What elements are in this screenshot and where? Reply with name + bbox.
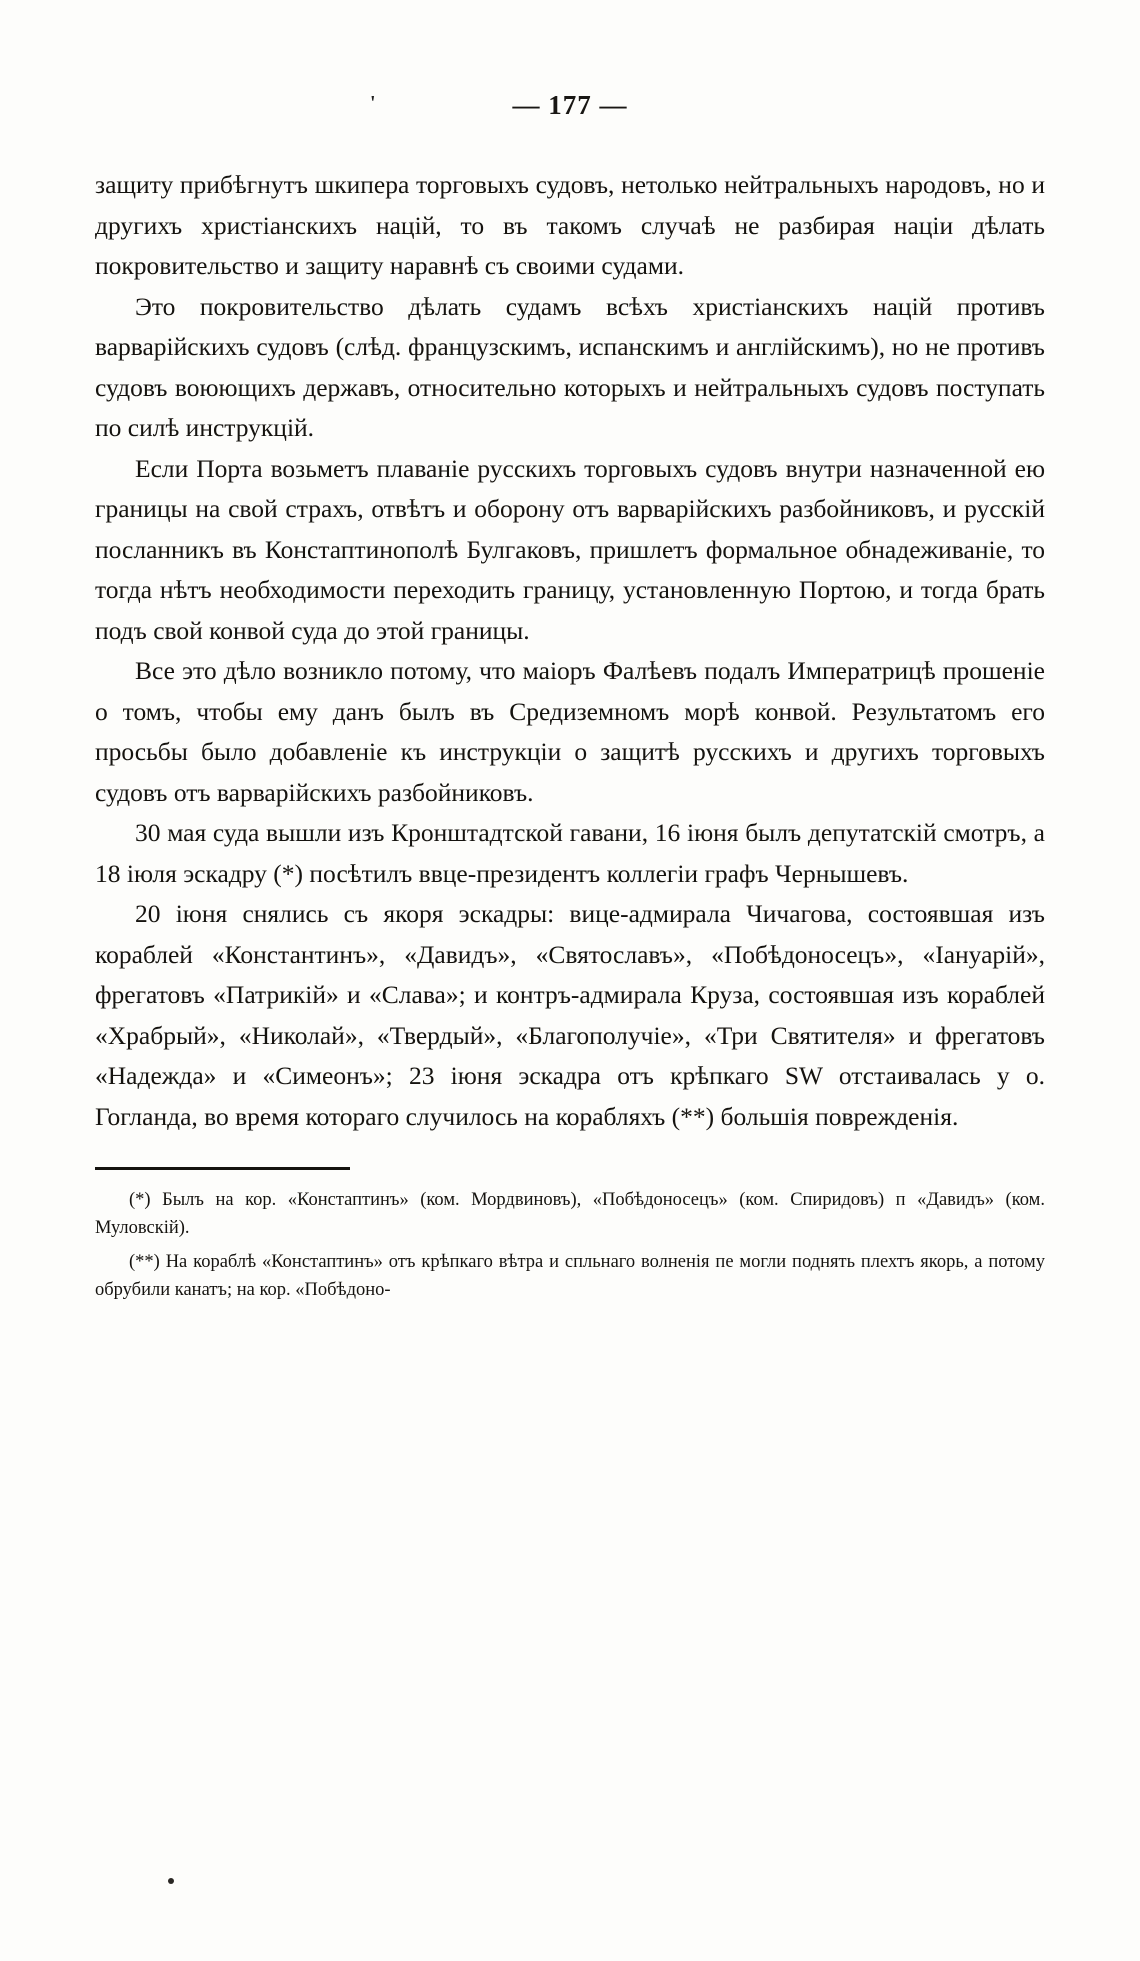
paragraph: Все это дѣло возникло потому, что маіоръ Фалѣевъ подалъ Императрицѣ прошеніе о томъ, чтобы ему данъ былъ въ Средиземномъ морѣ конвой. Результатомъ его просьбы было добавленіе къ инструкціи о защитѣ русскихъ и другихъ торговыхъ судовъ отъ варварійскихъ разбойниковъ.	[95, 656, 1045, 807]
page-number: — 177 —	[512, 90, 628, 120]
footnote: (**) На кораблѣ «Констаптинъ» отъ крѣпкаго вѣтра и спльнаго волненія пе могли поднять плехтъ якорь, а потому обрубили канатъ; на кор. «Побѣдоно-	[95, 1252, 1045, 1300]
body-text	[95, 165, 1045, 1137]
bottom-margin-dot	[168, 1878, 174, 1884]
paragraph: Если Порта возьметъ плаваніе русскихъ торговыхъ судовъ внутри назначенной ею границы на свой страхъ, отвѣтъ и оборону отъ варварійскихъ разбойниковъ, и русскій посланникъ въ Констаптинополѣ Булгаковъ, пришлетъ формальное обнадеживаніе, то тогда нѣтъ необходимости переходить границу, установленную Портою, и тогда брать подъ свой конвой суда до этой границы.	[95, 453, 1045, 645]
margin-mark: '	[370, 92, 377, 114]
paragraph: Это покровительство дѣлать судамъ всѣхъ христіанскихъ націй противъ варварійскихъ судовъ (слѣд. французскимъ, испанскимъ и англійскимъ), но не противъ судовъ воюющихъ державъ, относительно которыхъ и нейтральныхъ судовъ поступать по силѣ инструкцій.	[95, 291, 1045, 442]
page-content	[95, 70, 1045, 1310]
footnotes	[95, 1186, 1045, 1304]
paragraph: 30 мая суда вышли изъ Кронштадтской гавани, 16 іюня былъ депутатскій смотръ, а 18 іюля эскадру (*) посѣтилъ ввце-президентъ коллегіи графъ Чернышевъ.	[95, 818, 1045, 888]
paragraph: 20 іюня снялись съ якоря эскадры: вице-адмирала Чичагова, состоявшая изъ кораблей «Константинъ», «Давидъ», «Святославъ», «Побѣдоносецъ», «Іануарій», фрегатовъ «Патрикій» и «Слава»; и контръ-адмирала Круза, состоявшая изъ кораблей «Храбрый», «Николай», «Твердый», «Благополучіе», «Три Святителя» и фрегатовъ «Надежда» и «Симеонъ»; 23 іюня эскадра отъ крѣпкаго SW отстаивалась у о. Гогланда, во время котораго случилось на корабляхъ (**) большія поврежденія.	[95, 899, 1045, 1131]
footnote: (*) Былъ на кор. «Констаптинъ» (ком. Мордвиновъ), «Побѣдоносецъ» (ком. Спиридовъ) п «Давидъ» (ком. Муловскій).	[95, 1190, 1045, 1238]
page-header	[95, 70, 1045, 121]
paragraph: защиту прибѣгнутъ шкипера торговыхъ судовъ, нетолько нейтральныхъ народовъ, но и другихъ христіанскихъ націй, то въ такомъ случаѣ не разбирая націи дѣлать покровительство и защиту наравнѣ съ своими судами.	[95, 170, 1045, 280]
footnote-divider	[95, 1167, 350, 1170]
